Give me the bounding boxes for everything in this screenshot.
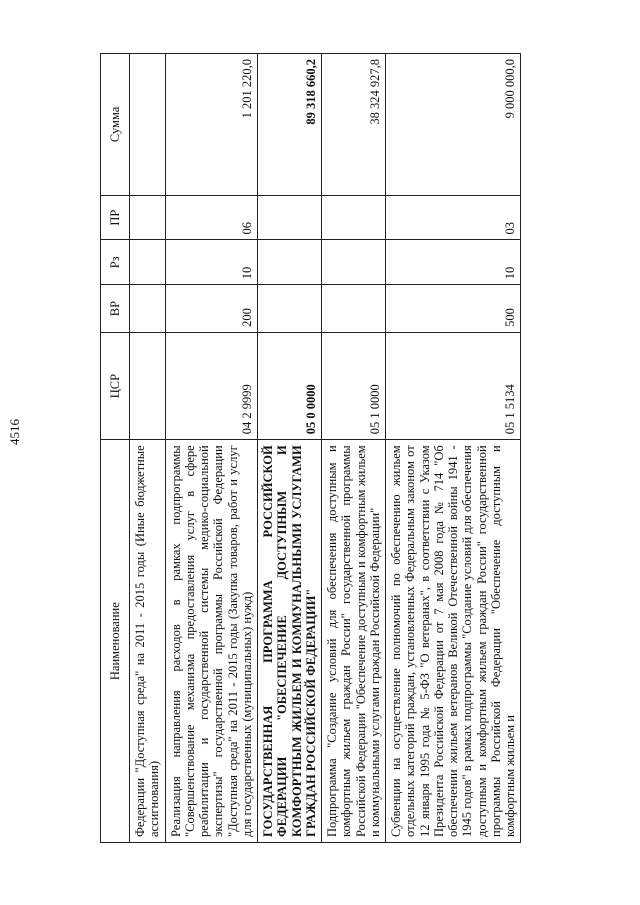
row-vr [258, 285, 322, 333]
row-sum [130, 54, 166, 196]
row-csr: 05 1 0000 [322, 332, 386, 439]
row-name: ГОСУДАРСТВЕННАЯ ПРОГРАММА РОССИЙСКОЙ ФЕДЕРАЦИИ "ОБЕСПЕЧЕНИЕ ДОСТУПНЫМ И КОМФОРТНЫМ ЖИЛЬЕМ И КОММУНАЛЬНЫМИ УСЛУГАМИ ГРАЖДАН РОССИЙСКОЙ ФЕДЕРАЦИИ" [258, 440, 322, 843]
page-number: 4516 [7, 419, 22, 445]
row-sum: 9 000 000,0 [386, 54, 521, 196]
row-pr: 03 [386, 195, 521, 240]
row-vr [322, 285, 386, 333]
row-sum: 38 324 927,8 [322, 54, 386, 196]
row-name: Федерации "Доступная среда" на 2011 - 2015 годы (Иные бюджетные ассигнования) [130, 440, 166, 843]
table-header-row [101, 54, 130, 843]
header-vr: ВР [101, 285, 130, 333]
row-pr [130, 195, 166, 240]
row-rz [130, 240, 166, 285]
table-row [165, 54, 258, 843]
table-row [322, 54, 386, 843]
row-vr: 500 [386, 285, 521, 333]
row-csr: 05 0 0000 [258, 332, 322, 439]
row-sum: 89 318 660,2 [258, 54, 322, 196]
table-row [130, 54, 166, 843]
row-csr [130, 332, 166, 439]
row-csr: 04 2 9999 [165, 332, 258, 439]
table-row [258, 54, 322, 843]
row-rz: 10 [386, 240, 521, 285]
rotated-page [100, 53, 638, 843]
row-name: Реализация направления расходов в рамках подпрограммы "Совершенствование механизма предоставления услуг в сфере реабилитации и государственной системы медико-социальной экспертизы" государственной программы Российской Федерации "Доступная среда" на 2011 - 2015 годы (Закупка товаров, работ и услуг для государственных (муниципальных) нужд) [165, 440, 258, 843]
row-rz [322, 240, 386, 285]
row-pr [258, 195, 322, 240]
budget-table [100, 53, 521, 843]
header-sum: Сумма [101, 54, 130, 196]
header-csr: ЦСР [101, 332, 130, 439]
row-rz [258, 240, 322, 285]
row-pr: 06 [165, 195, 258, 240]
row-rz: 10 [165, 240, 258, 285]
row-sum: 1 201 220,0 [165, 54, 258, 196]
header-name: Наименование [101, 440, 130, 843]
row-pr [322, 195, 386, 240]
header-rz: Рз [101, 240, 130, 285]
row-name: Субвенции на осуществление полномочий по обеспечению жильем отдельных категорий граждан, установленных Федеральным законом от 12 января 1995 года № 5-ФЗ "О ветеранах", в соответствии с Указом Президента Российской Федерации от 7 мая 2008 года № 714 "Об обеспечении жильем ветеранов Великой Отечественной войны 1941 - 1945 годов" в рамках подпрограммы "Создание условий для обеспечения доступным и комфортным жильем граждан России" государственной программы Российской Федерации "Обеспечение доступным и комфортным жильем и [386, 440, 521, 843]
row-csr: 05 1 5134 [386, 332, 521, 439]
row-name: Подпрограмма "Создание условий для обеспечения доступным и комфортным жильем граждан России" государственной программы Российской Федерации "Обеспечение доступным и комфортным жильем и коммунальными услугами граждан Российской Федерации" [322, 440, 386, 843]
row-vr: 200 [165, 285, 258, 333]
row-vr [130, 285, 166, 333]
header-pr: ПР [101, 195, 130, 240]
table-row [386, 54, 521, 843]
